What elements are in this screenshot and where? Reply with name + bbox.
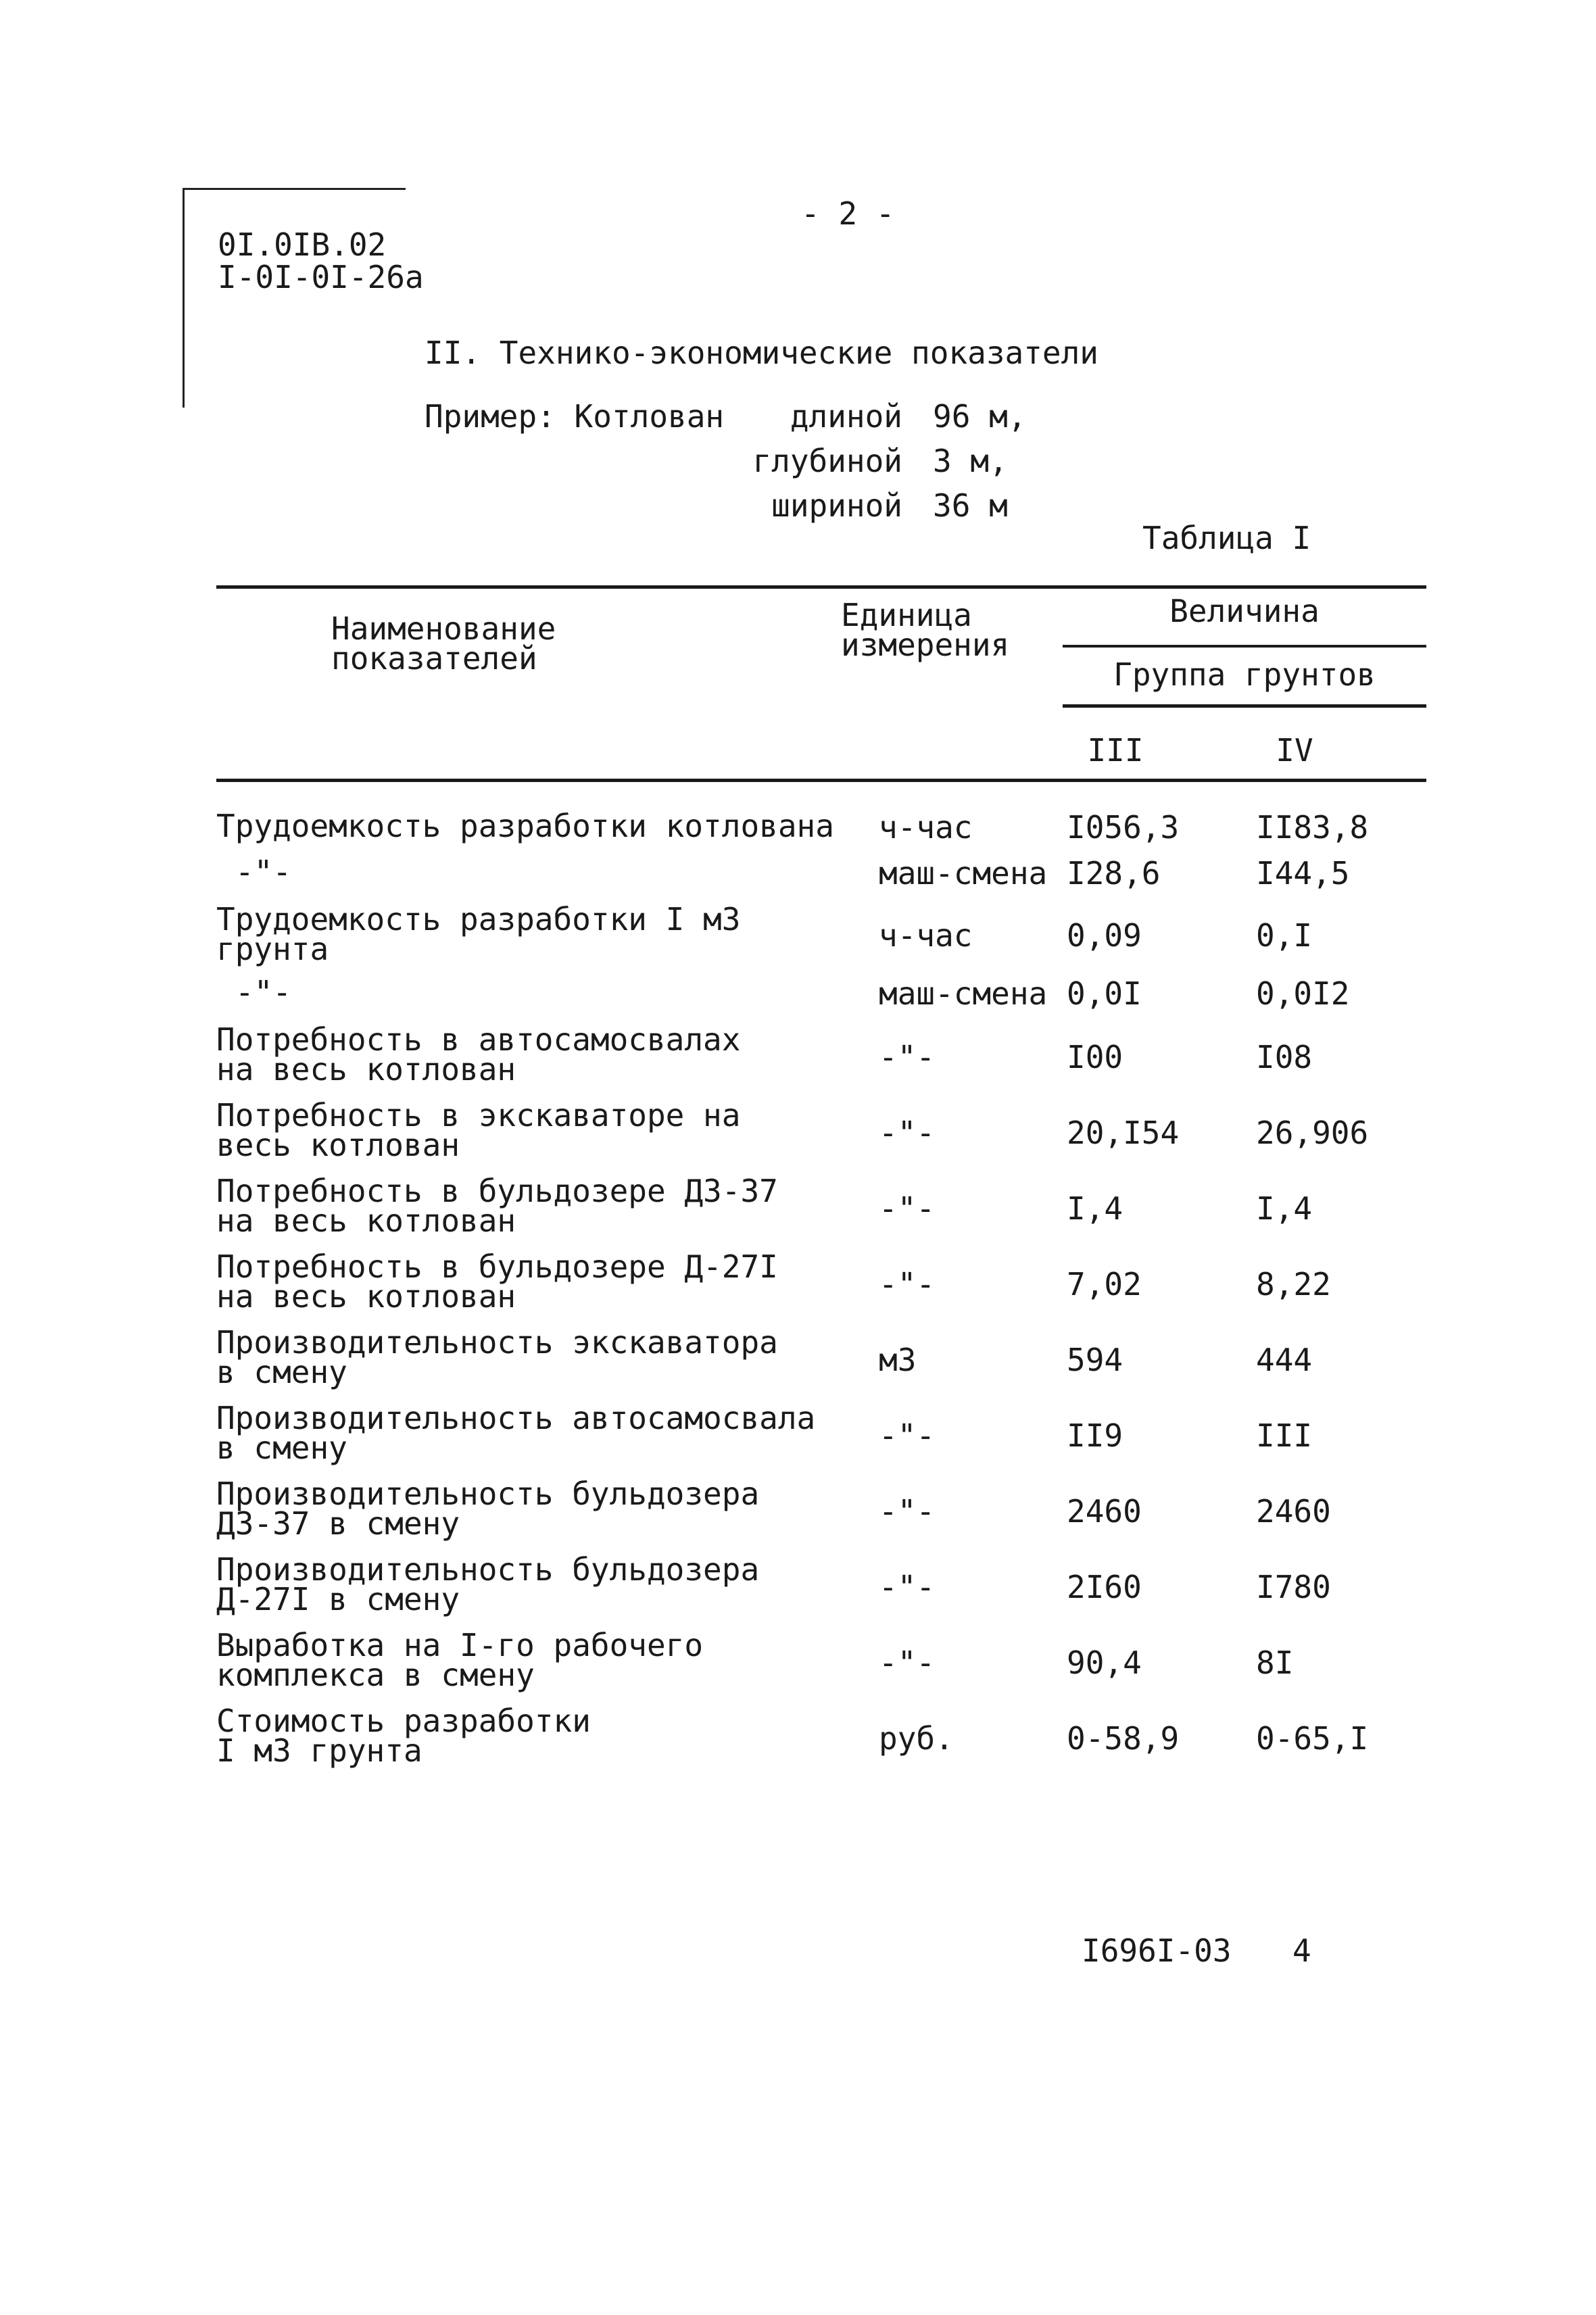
row-value-IV: 8I xyxy=(1256,1644,1294,1681)
row-name: Производительность бульдозера ДЗ-37 в смену xyxy=(216,1476,760,1542)
row-name: Стоимость разработки I м3 грунта xyxy=(216,1703,591,1769)
row-name: Трудоемкость разработки I м3 грунта xyxy=(216,901,741,967)
row-value-IV: 2460 xyxy=(1256,1493,1331,1530)
header-soil-group: Группа грунтов xyxy=(1113,656,1376,693)
row-value-III: 0-58,9 xyxy=(1067,1720,1180,1757)
row-unit: -"- xyxy=(879,1190,936,1227)
header-unit: Единица измерения xyxy=(841,597,1010,663)
row-name: Производительность экскаватора в смену xyxy=(216,1324,778,1390)
row-value-IV: I780 xyxy=(1256,1569,1331,1605)
header-bottom-rule xyxy=(216,779,1426,782)
row-value-IV: 26,906 xyxy=(1256,1115,1369,1151)
row-name: Потребность в бульдозере ДЗ-37 на весь котлован xyxy=(216,1173,778,1239)
value-header-rule xyxy=(1063,645,1426,648)
row-name: Потребность в экскаваторе на весь котлован xyxy=(216,1097,741,1163)
row-value-III: 7,02 xyxy=(1067,1266,1142,1302)
corner-mark-top xyxy=(183,188,406,190)
row-unit: -"- xyxy=(879,1644,936,1681)
footer-code: I696I-03 xyxy=(1082,1932,1232,1969)
row-unit: -"- xyxy=(879,1115,936,1151)
row-unit: -"- xyxy=(879,1493,936,1530)
dim-label-depth: глубиной xyxy=(752,443,902,479)
row-value-III: I00 xyxy=(1067,1039,1123,1075)
row-name: Производительность бульдозера Д-27I в смену xyxy=(216,1551,760,1617)
section-title: II. Технико-экономические показатели xyxy=(425,335,1098,371)
row-name: Потребность в автосамосвалах на весь котлован xyxy=(216,1021,741,1088)
row-value-IV: II83,8 xyxy=(1256,809,1369,846)
row-value-III: 90,4 xyxy=(1067,1644,1142,1681)
dim-value-depth: 3 м, xyxy=(933,443,1008,479)
header-name: Наименование показателей xyxy=(331,610,556,677)
dim-value-length: 96 м, xyxy=(933,398,1027,435)
row-value-IV: 8,22 xyxy=(1256,1266,1331,1302)
row-name: Потребность в бульдозере Д-27I на весь котлован xyxy=(216,1248,778,1315)
row-name: Трудоемкость разработки котлована xyxy=(216,808,834,844)
page-number: - 2 - xyxy=(801,195,895,232)
row-value-IV: 444 xyxy=(1256,1342,1313,1378)
row-unit: ч-час xyxy=(879,809,973,846)
doc-code-2: I-0I-0I-26a xyxy=(218,259,424,295)
table-top-rule xyxy=(216,585,1426,589)
row-value-III: 2460 xyxy=(1067,1493,1142,1530)
row-value-III: 20,I54 xyxy=(1067,1115,1180,1151)
row-name: -"- xyxy=(235,974,292,1010)
row-value-III: 0,0I xyxy=(1067,975,1142,1012)
row-value-IV: III xyxy=(1256,1417,1313,1454)
row-unit: -"- xyxy=(879,1266,936,1302)
row-name: Выработка на I-го рабочего комплекса в смену xyxy=(216,1627,704,1693)
row-unit: -"- xyxy=(879,1417,936,1454)
row-value-III: I28,6 xyxy=(1067,855,1161,892)
header-value: Величина xyxy=(1169,593,1320,629)
row-unit: руб. xyxy=(879,1720,954,1757)
row-unit: м3 xyxy=(879,1342,917,1378)
row-unit: ч-час xyxy=(879,917,973,954)
row-value-III: II9 xyxy=(1067,1417,1123,1454)
row-value-IV: I,4 xyxy=(1256,1190,1313,1227)
row-value-IV: I44,5 xyxy=(1256,855,1350,892)
dim-value-width: 36 м xyxy=(933,487,1008,524)
table-caption: Таблица I xyxy=(1142,520,1311,556)
row-value-III: 594 xyxy=(1067,1342,1123,1378)
row-value-IV: 0,0I2 xyxy=(1256,975,1350,1012)
dim-label-width: шириной xyxy=(771,487,902,524)
corner-mark-left xyxy=(183,188,185,408)
row-value-III: I,4 xyxy=(1067,1190,1123,1227)
row-value-IV: 0-65,I xyxy=(1256,1720,1369,1757)
footer-page: 4 xyxy=(1292,1932,1311,1969)
row-name: Производительность автосамосвала в смену xyxy=(216,1400,816,1466)
row-unit: маш-смена xyxy=(879,855,1048,892)
example-label: Пример: Котлован xyxy=(425,398,725,435)
row-value-IV: I08 xyxy=(1256,1039,1313,1075)
row-unit: -"- xyxy=(879,1569,936,1605)
dim-label-length: длиной xyxy=(790,398,902,435)
doc-code-1: 0I.0IB.02 xyxy=(218,226,387,263)
row-name: -"- xyxy=(235,854,292,890)
row-value-III: I056,3 xyxy=(1067,809,1180,846)
row-value-III: 0,09 xyxy=(1067,917,1142,954)
group-header-rule xyxy=(1063,704,1426,708)
row-value-IV: 0,I xyxy=(1256,917,1313,954)
header-col-III: III xyxy=(1087,732,1144,769)
row-unit: -"- xyxy=(879,1039,936,1075)
row-unit: маш-смена xyxy=(879,975,1048,1012)
row-value-III: 2I60 xyxy=(1067,1569,1142,1605)
header-col-IV: IV xyxy=(1276,732,1313,769)
